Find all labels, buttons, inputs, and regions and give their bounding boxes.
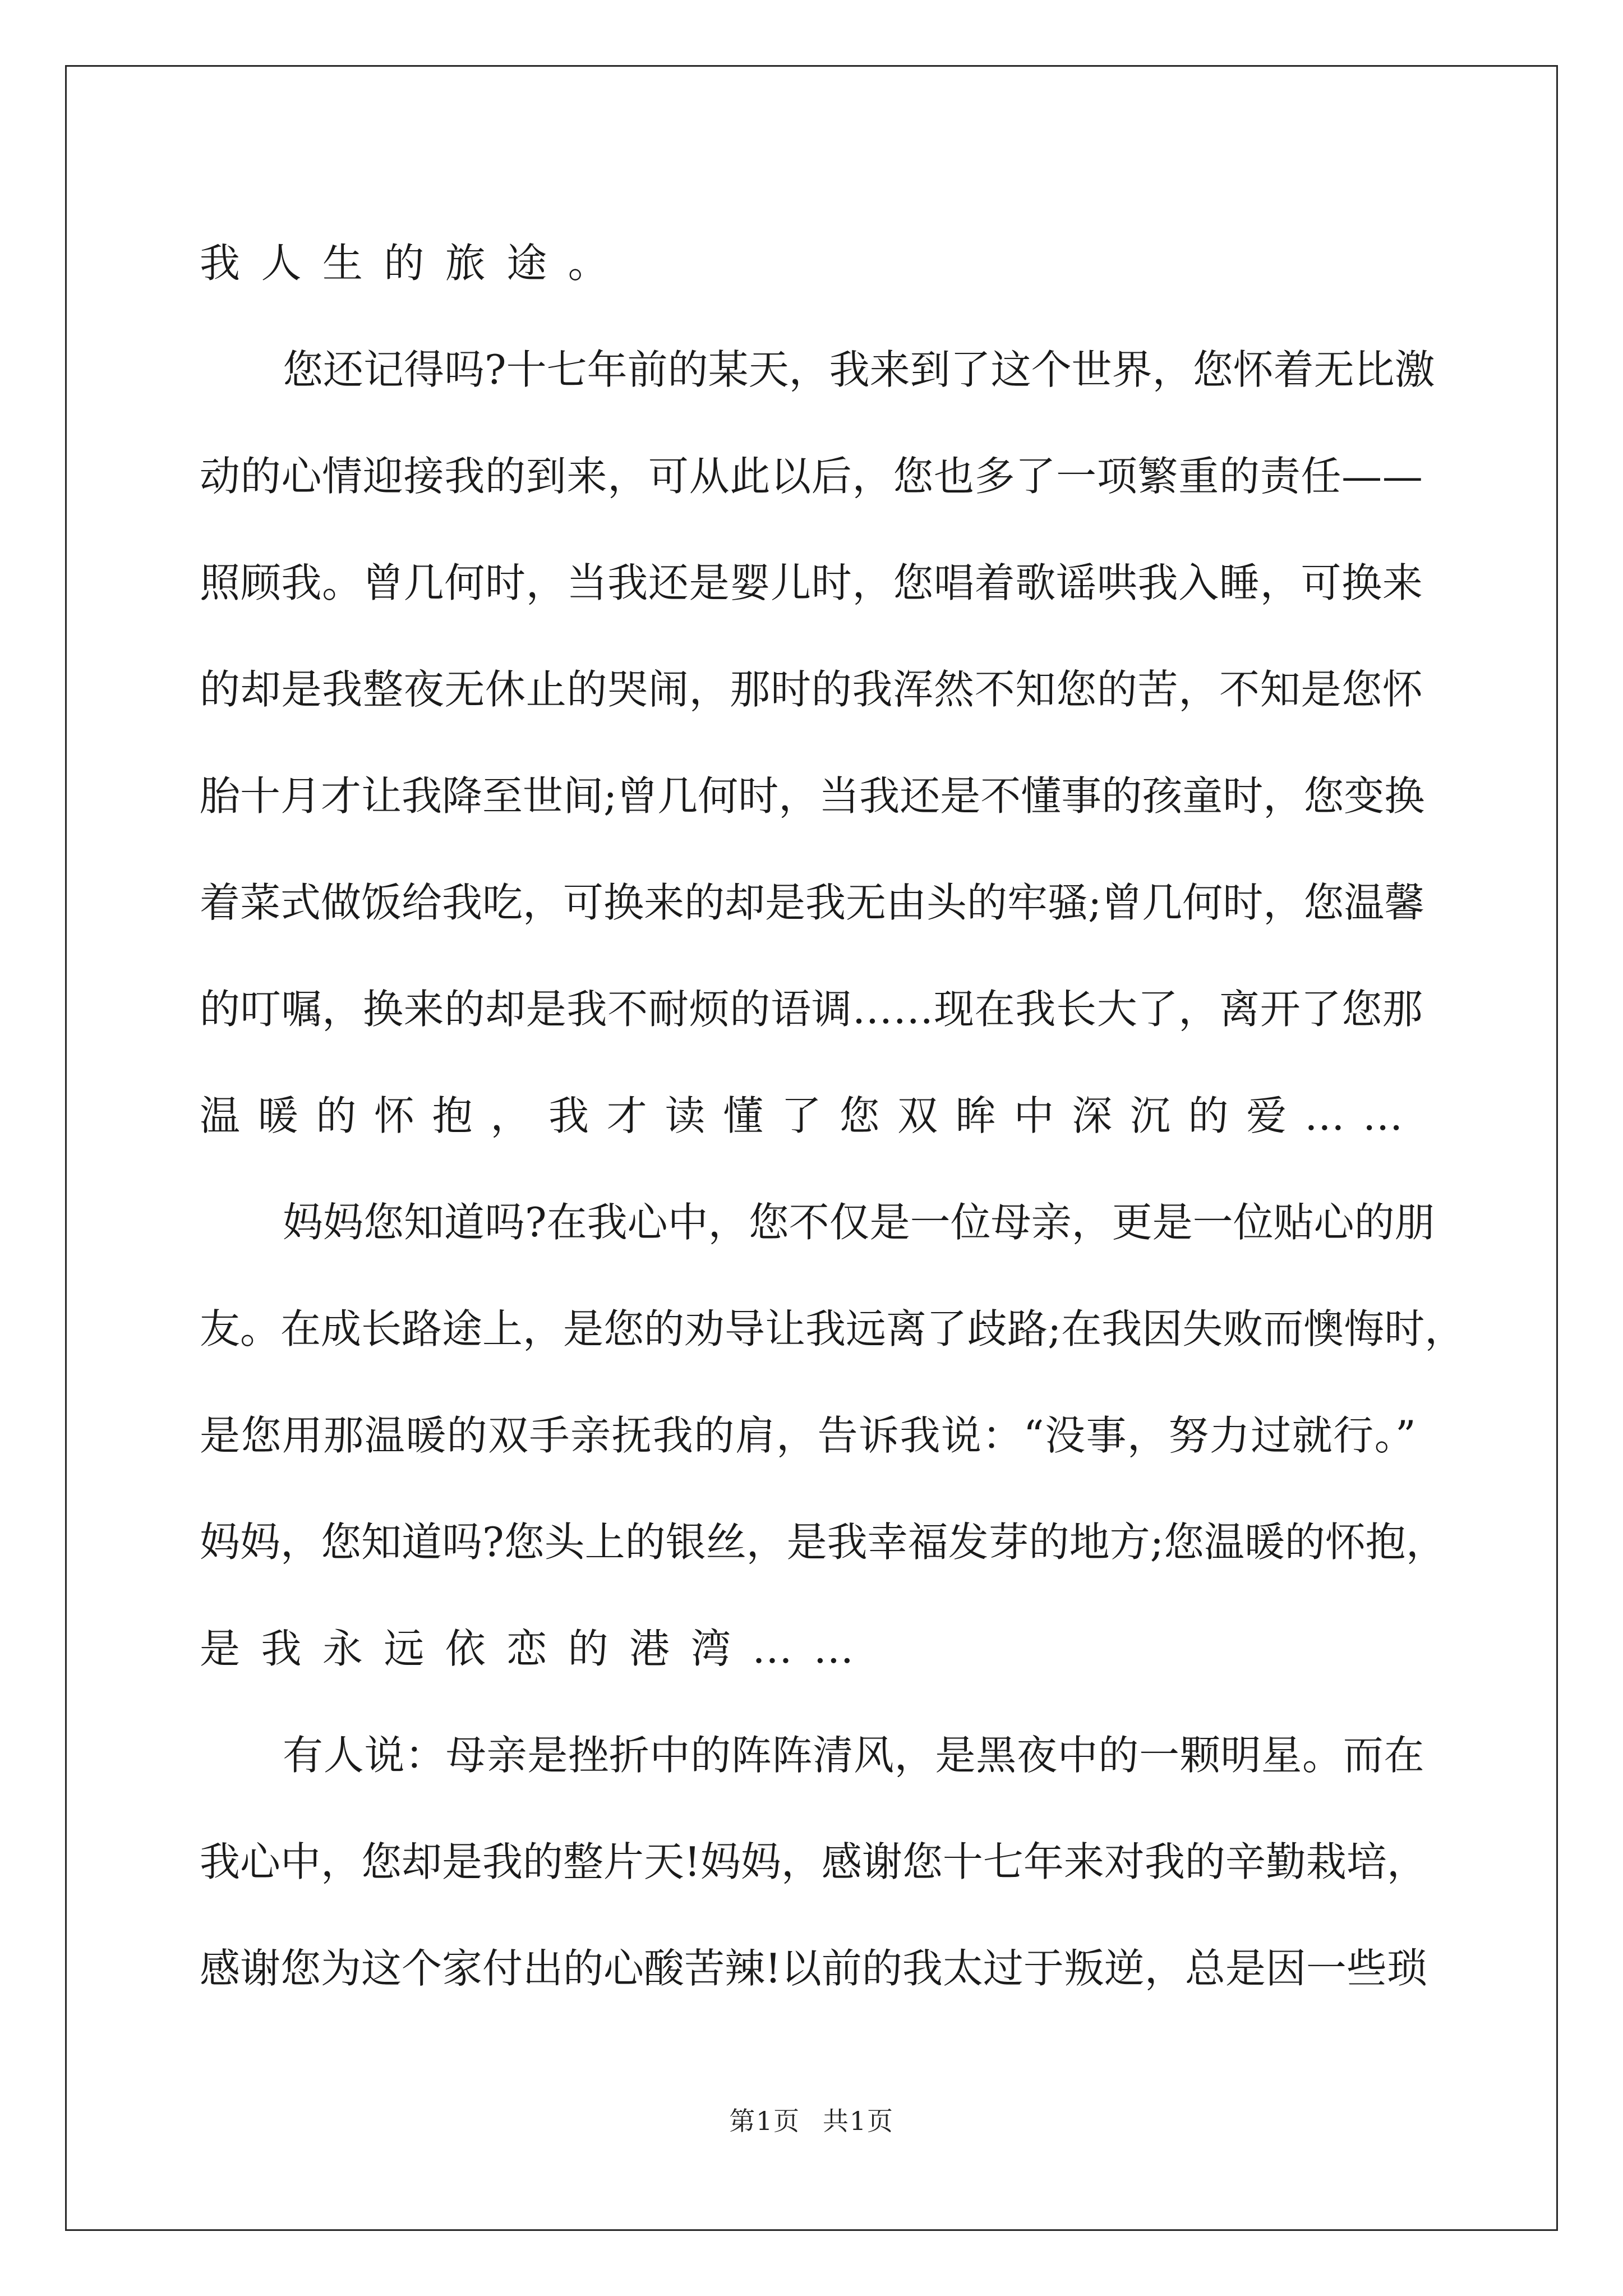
text-line: 您还记得吗?十七年前的某天，我来到了这个世界，您怀着无比激 bbox=[283, 346, 1435, 393]
text-line: 的叮嘱，换来的却是我不耐烦的语调……现在我长大了，离开了您那 bbox=[200, 986, 1423, 1033]
page-footer bbox=[0, 2101, 1623, 2138]
text-line: 友。在成长路途上，是您的劝导让我远离了歧路;在我因失败而懊悔时， bbox=[200, 1305, 1465, 1352]
text-line: 温暖的怀抱，我才读懂了您双眸中深沉的爱…… bbox=[200, 1092, 1421, 1139]
text-line: 的却是我整夜无休止的哭闹，那时的我浑然不知您的苦，不知是您怀 bbox=[200, 666, 1423, 713]
text-line: 是您用那温暖的双手亲抚我的肩，告诉我说：“没事，努力过就行。” bbox=[200, 1412, 1417, 1459]
text-line: 动的心情迎接我的到来，可从此以后，您也多了一项繁重的责任—— bbox=[200, 453, 1423, 500]
text-line: 我心中，您却是我的整片天!妈妈，感谢您十七年来对我的辛勤栽培， bbox=[200, 1838, 1427, 1885]
document-body bbox=[200, 210, 1465, 2022]
text-line: 有人说：母亲是挫折中的阵阵清风，是黑夜中的一颗明星。而在 bbox=[283, 1732, 1425, 1779]
text-line: 照顾我。曾几何时，当我还是婴儿时，您唱着歌谣哄我入睡，可换来 bbox=[200, 559, 1423, 606]
page-total: 共1页 bbox=[823, 2106, 894, 2136]
text-line: 胎十月才让我降至世间;曾几何时，当我还是不懂事的孩童时，您变换 bbox=[200, 772, 1425, 820]
page-number: 第1页 bbox=[729, 2106, 800, 2136]
text-line: 着菜式做饭给我吃，可换来的却是我无由头的牢骚;曾几何时，您温馨 bbox=[200, 879, 1425, 926]
text-line: 是我永远依恋的港湾…… bbox=[200, 1625, 875, 1672]
text-line: 我人生的旅途。 bbox=[200, 240, 630, 287]
text-line: 妈妈，您知道吗?您头上的银丝，是我幸福发芽的地方;您温暖的怀抱， bbox=[200, 1519, 1446, 1566]
text-line: 感谢您为这个家付出的心酸苦辣!以前的我太过于叛逆，总是因一些琐 bbox=[200, 1945, 1427, 1992]
text-line: 妈妈您知道吗?在我心中，您不仅是一位母亲，更是一位贴心的朋 bbox=[283, 1199, 1435, 1246]
